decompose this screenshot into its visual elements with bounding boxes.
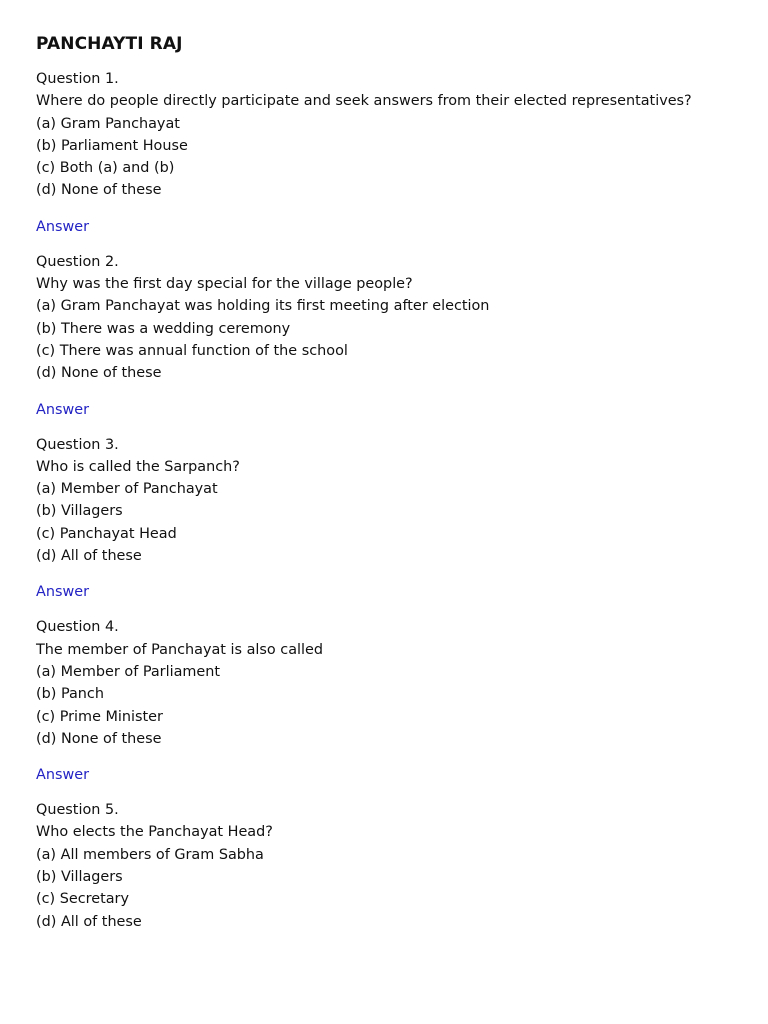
option-b: (b) Panch (36, 686, 104, 703)
option-c: (c) Prime Minister (36, 708, 163, 725)
option-a: (a) Member of Panchayat (36, 481, 218, 498)
question-text: Why was the first day special for the village people? (36, 276, 413, 293)
option-a: (a) Gram Panchayat was holding its first meeting after election (36, 298, 490, 315)
question-block-3 (36, 434, 736, 604)
document-page (36, 32, 736, 933)
question-number: Question 3. (36, 436, 119, 453)
question-block-1 (36, 68, 736, 238)
option-c: (c) Secretary (36, 891, 129, 908)
answer-link-2[interactable]: Answer (36, 401, 90, 418)
question-text: The member of Panchayat is also called (36, 641, 324, 658)
question-text: Where do people directly participate and seek answers from their elected representatives? (36, 93, 692, 110)
option-d: (d) None of these (36, 730, 162, 747)
option-a: (a) All members of Gram Sabha (36, 846, 264, 863)
answer-link-3[interactable]: Answer (36, 584, 90, 601)
question-number: Question 2. (36, 253, 119, 270)
question-block-2 (36, 251, 736, 421)
page-title: PANCHAYTI RAJ (36, 34, 183, 54)
question-text: Who is called the Sarpanch? (36, 458, 240, 475)
question-number: Question 4. (36, 619, 119, 636)
option-b: (b) There was a wedding ceremony (36, 320, 291, 337)
question-block-5 (36, 799, 736, 933)
option-b: (b) Parliament House (36, 137, 188, 154)
option-d: (d) All of these (36, 913, 142, 930)
answer-link-1[interactable]: Answer (36, 218, 90, 235)
option-d: (d) None of these (36, 182, 162, 199)
option-b: (b) Villagers (36, 503, 123, 520)
question-block-4 (36, 616, 736, 786)
question-number: Question 5. (36, 802, 119, 819)
option-c: (c) There was annual function of the school (36, 342, 348, 359)
option-b: (b) Villagers (36, 869, 123, 886)
option-d: (d) All of these (36, 548, 142, 565)
answer-link-4[interactable]: Answer (36, 767, 90, 784)
question-number: Question 1. (36, 71, 119, 87)
option-d: (d) None of these (36, 365, 162, 382)
option-c: (c) Panchayat Head (36, 525, 177, 542)
option-c: (c) Both (a) and (b) (36, 160, 175, 177)
question-text: Who elects the Panchayat Head? (36, 824, 273, 841)
option-a: (a) Member of Parliament (36, 663, 221, 680)
option-a: (a) Gram Panchayat (36, 115, 180, 132)
